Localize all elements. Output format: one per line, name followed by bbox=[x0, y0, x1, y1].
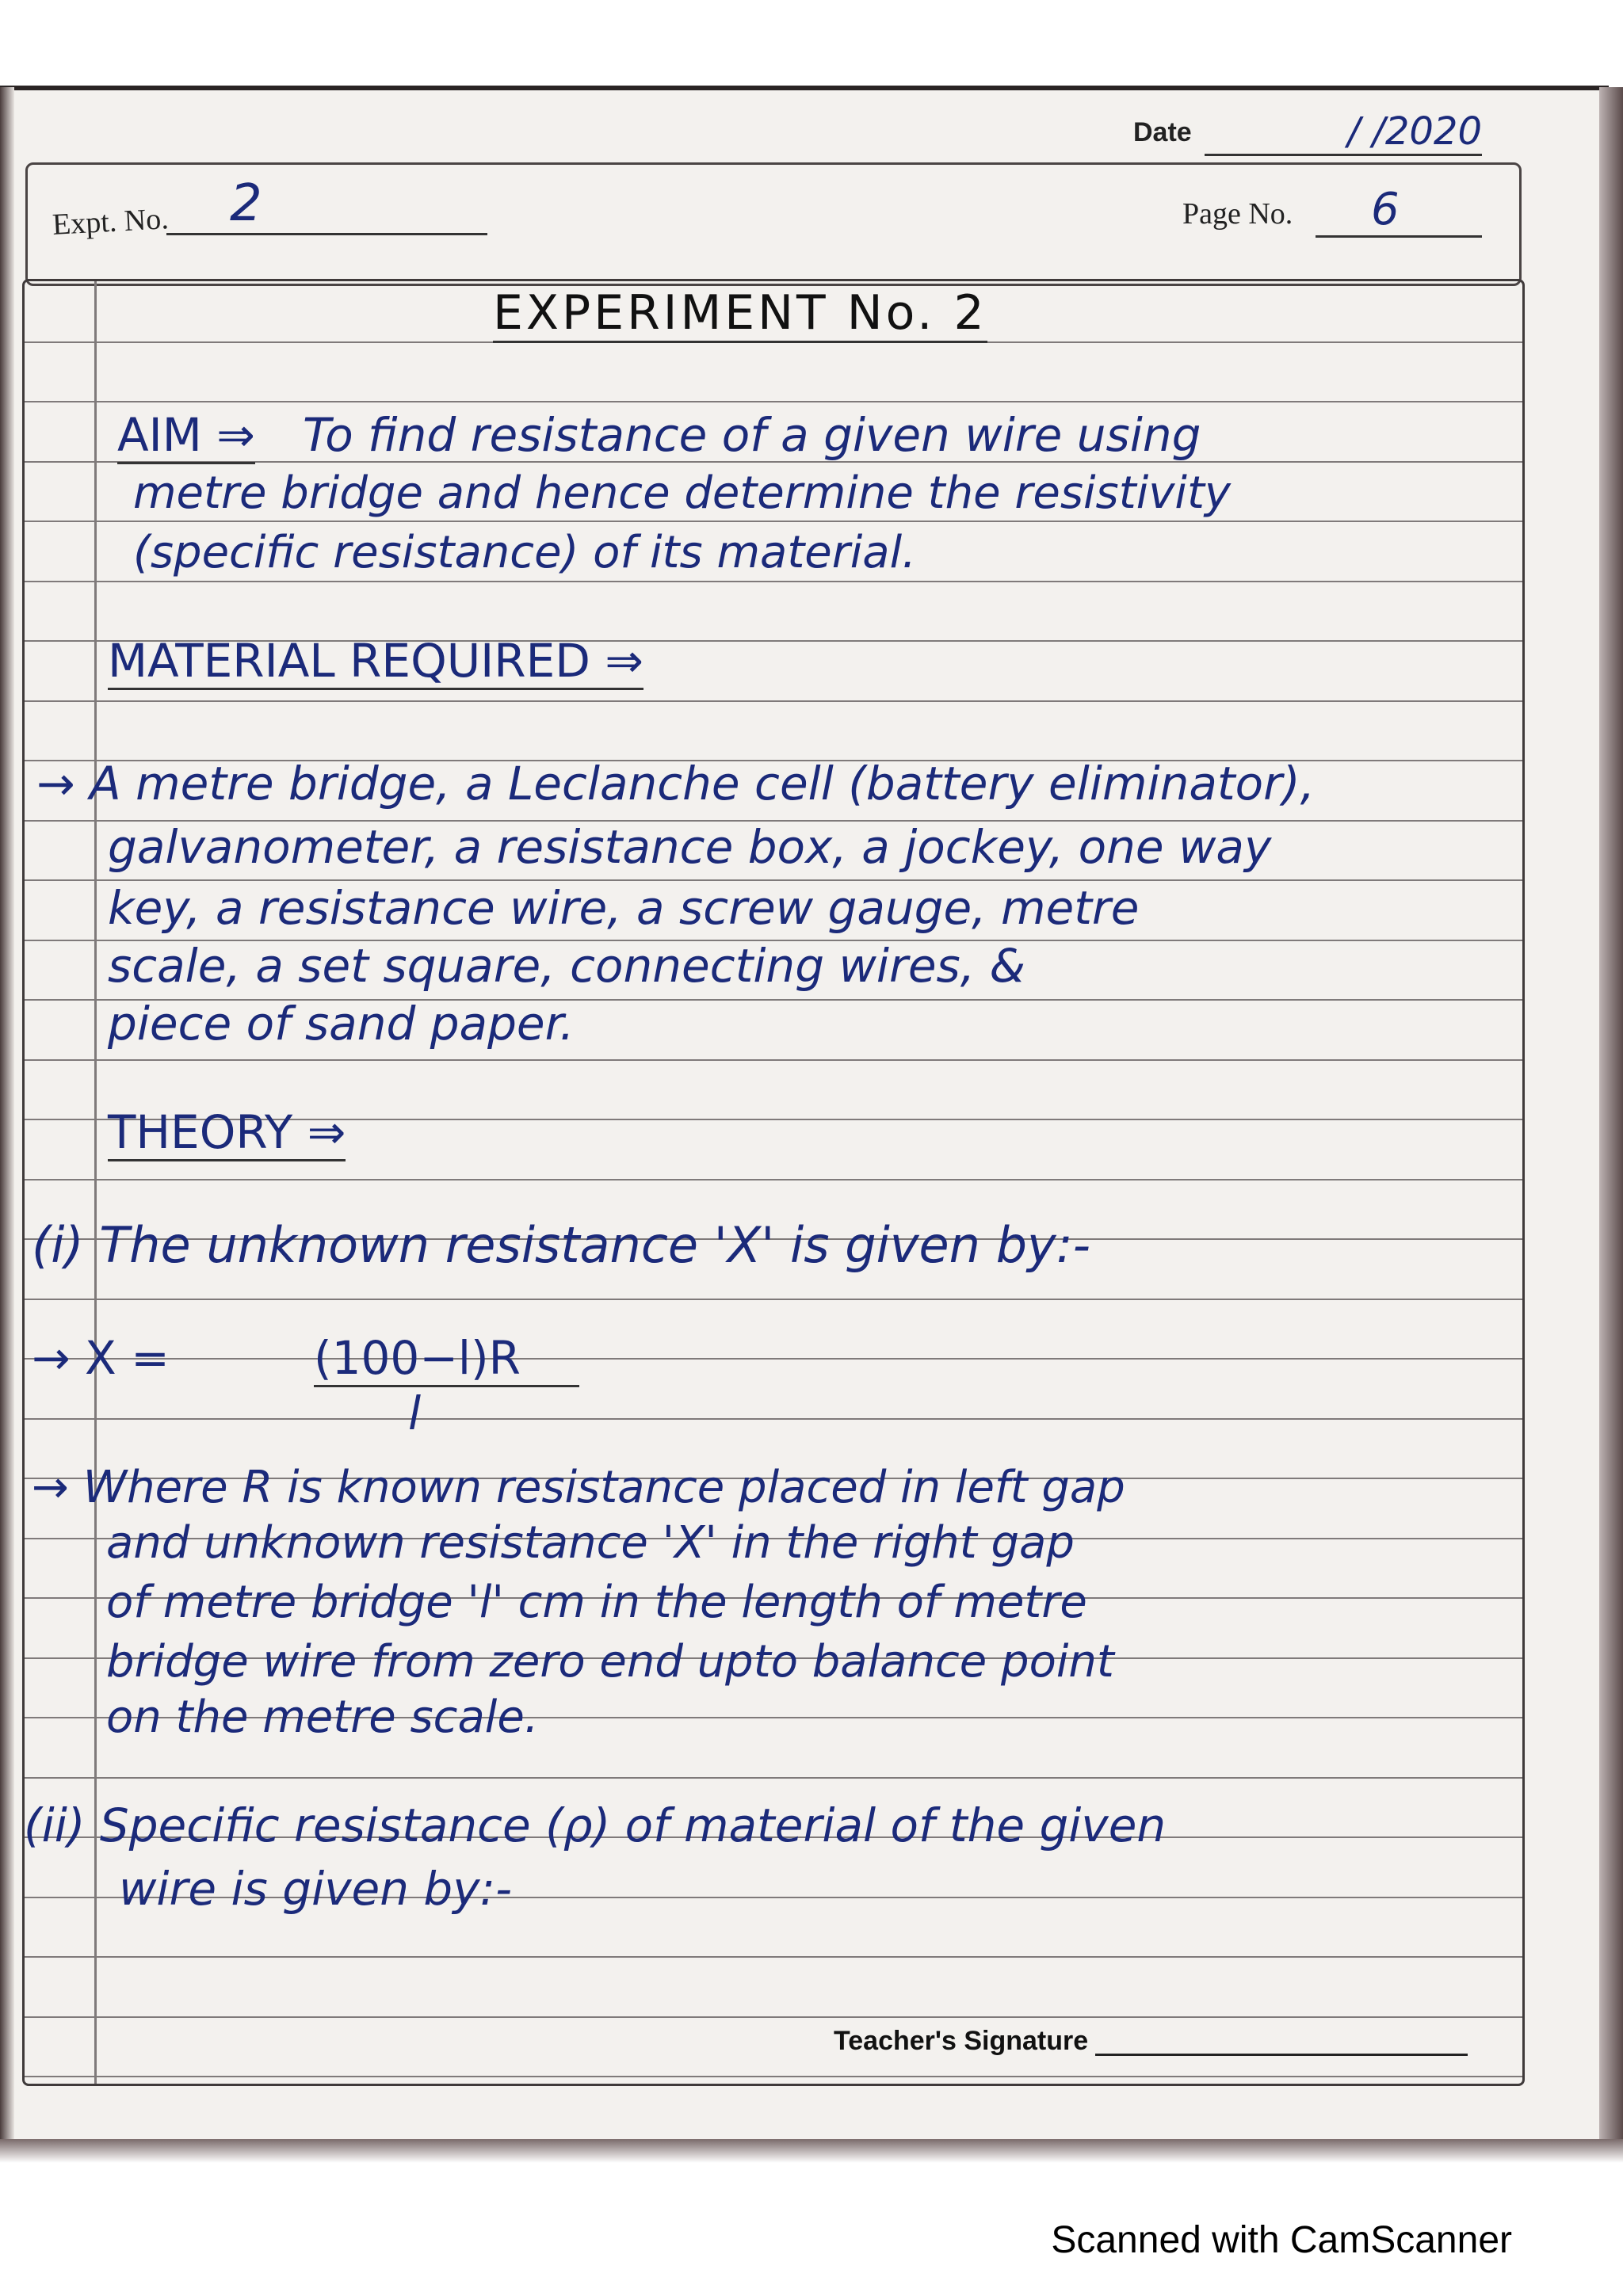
aim-heading: AIM ⇒ bbox=[117, 408, 255, 464]
page-no-label: Page No. bbox=[1182, 197, 1293, 231]
ruled-line bbox=[25, 1358, 1522, 1360]
teacher-signature-line bbox=[1095, 2054, 1468, 2056]
scanner-watermark: Scanned with CamScanner bbox=[1051, 2219, 1512, 2261]
teacher-signature-label: Teacher's Signature bbox=[834, 2026, 1089, 2056]
theory-heading: THEORY ⇒ bbox=[108, 1105, 346, 1161]
page-no-value: 6 bbox=[1316, 184, 1482, 238]
where-line-3: of metre bridge 'l' cm in the length of metre bbox=[106, 1577, 1087, 1628]
ruled-line bbox=[25, 521, 1522, 522]
aim-line-3: (specific resistance) of its material. bbox=[133, 527, 916, 578]
page-right-edge bbox=[1599, 87, 1623, 2139]
ruled-line bbox=[25, 1956, 1522, 1958]
experiment-title: EXPERIMENT No. 2 bbox=[493, 285, 987, 343]
where-line-2: and unknown resistance 'X' in the right gap bbox=[106, 1517, 1075, 1569]
formula-lhs: → X = bbox=[32, 1331, 170, 1385]
date-label: Date bbox=[1133, 117, 1192, 147]
materials-line-4: scale, a set square, connecting wires, & bbox=[108, 939, 1025, 993]
materials-heading: MATERIAL REQUIRED ⇒ bbox=[108, 634, 643, 690]
expt-no-label: Expt. No. bbox=[52, 202, 170, 242]
materials-line-3: key, a resistance wire, a screw gauge, metre bbox=[108, 881, 1140, 935]
page-top-margin bbox=[0, 0, 1623, 86]
ruled-line bbox=[25, 1418, 1522, 1420]
ruled-line bbox=[25, 401, 1522, 402]
formula-denominator: l bbox=[408, 1386, 422, 1440]
materials-line-1: → A metre bridge, a Leclanche cell (battery eliminator), bbox=[36, 757, 1316, 810]
formula-numerator: (100−l)R bbox=[314, 1331, 579, 1387]
theory-point-2-line-1: (ii) Specific resistance (ρ) of material of the given bbox=[24, 1798, 1167, 1852]
ruled-line bbox=[25, 1777, 1522, 1779]
where-line-1: → Where R is known resistance placed in left gap bbox=[32, 1462, 1125, 1513]
where-line-4: bridge wire from zero end upto balance point bbox=[106, 1636, 1114, 1688]
ruled-line bbox=[25, 2076, 1522, 2077]
aim-line-1: To find resistance of a given wire using bbox=[303, 408, 1201, 462]
materials-line-2: galvanometer, a resistance box, a jockey, one way bbox=[108, 820, 1272, 874]
where-line-5: on the metre scale. bbox=[106, 1691, 539, 1743]
expt-no-value: 2 bbox=[166, 174, 487, 235]
ruled-line bbox=[25, 1179, 1522, 1180]
ruled-line bbox=[25, 700, 1522, 702]
theory-point-1: (i) The unknown resistance 'X' is given by:- bbox=[32, 1216, 1090, 1274]
page-bottom-edge bbox=[0, 2139, 1623, 2163]
page-left-edge bbox=[0, 87, 14, 2139]
ruled-line bbox=[25, 1299, 1522, 1300]
ruled-line bbox=[25, 1059, 1522, 1061]
materials-line-5: piece of sand paper. bbox=[108, 997, 575, 1051]
aim-line-2: metre bridge and hence determine the resistivity bbox=[133, 467, 1232, 519]
date-value: / /2020 bbox=[1205, 109, 1482, 156]
theory-point-2-line-2: wire is given by:- bbox=[119, 1862, 513, 1916]
ruled-line bbox=[25, 581, 1522, 582]
ruled-line bbox=[25, 2016, 1522, 2018]
